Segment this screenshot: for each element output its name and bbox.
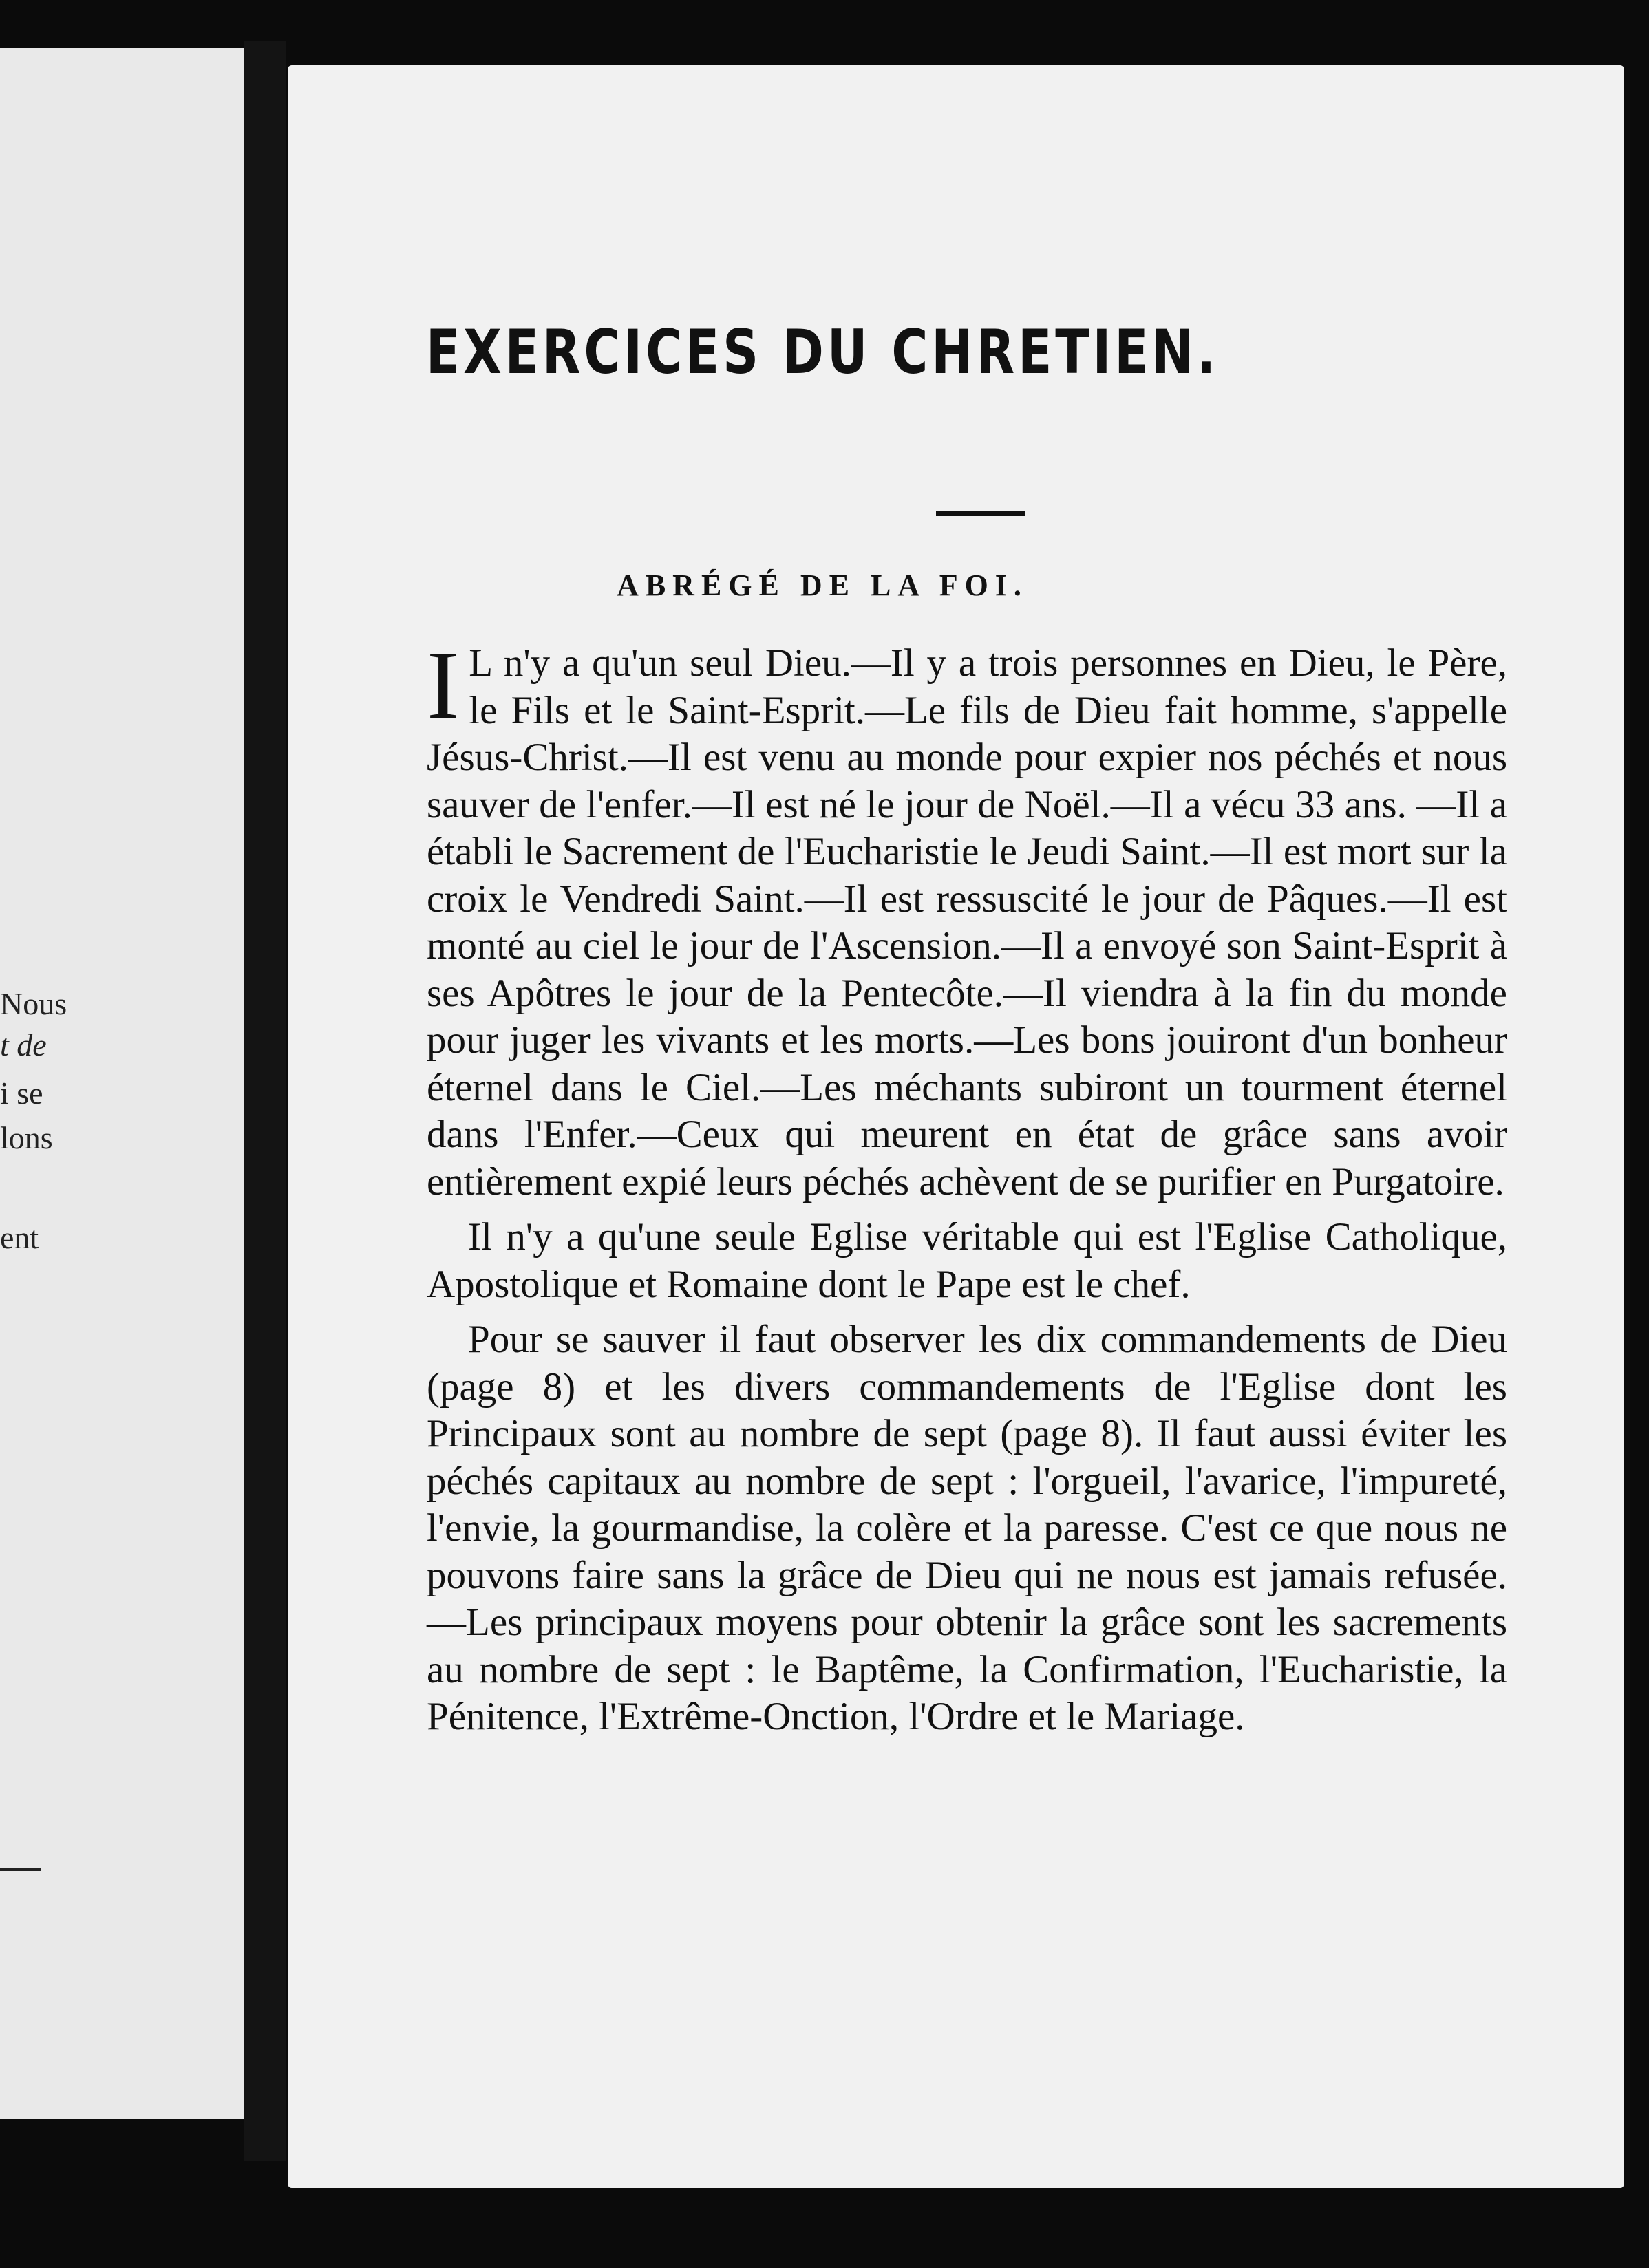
paragraph-2: Il n'y a qu'une seule Eglise véritable qui est l'Eglise Catholique, Apostolique et Romaine dont le Pape est le chef. xyxy=(427,1215,1507,1306)
book-spine xyxy=(244,41,286,2161)
body-text xyxy=(427,630,1507,1749)
page-title: EXERCICES DU CHRETIEN. xyxy=(425,317,1220,387)
title-rule xyxy=(936,511,1025,516)
left-page-fragment: i se xyxy=(0,1076,43,1111)
left-page-fragment: t de xyxy=(0,1027,47,1062)
left-page xyxy=(0,48,247,2119)
paragraph-1-text: L n'y a qu'un seul Dieu.—Il y a trois personnes en Dieu, le Père, le Fils et le Saint-Esprit.—Le fils de Dieu fait homme, s'appelle Jésus-Christ.—Il est venu au monde pour expier nos péchés et nous sauver de l'enfer.—Il est né le jour de Noël.—Il a vécu 33 ans. —Il a établi le Sacrement de l'Eucharistie le Jeudi Saint.—Il est mort sur la croix le Vendredi Saint.—Il est ressuscité le jour de Pâques.—Il est monté au ciel le jour de l'Ascension.—Il a envoyé son Saint-Esprit à ses Apôtres le jour de la Pentecôte.—Il viendra à la fin du monde pour juger les vivants et les morts.—Les bons jouiront d'un bonheur éternel dans le Ciel.—Les méchants subiront un tourment éternel dans l'Enfer.—Ceux qui meurent en état de grâce sans avoir entièrement expié leurs péchés achèvent de se purifier en Purgatoire. xyxy=(427,641,1507,1203)
left-page-fragment: Nous xyxy=(0,986,67,1021)
section-subtitle: ABRÉGÉ DE LA FOI. xyxy=(617,568,1028,602)
paragraph-1 xyxy=(427,630,1507,1206)
left-page-fragment: lons xyxy=(0,1120,53,1155)
paragraph-3: Pour se sauver il faut observer les dix commandements de Dieu (page 8) et les divers commandements de l'Eglise dont les Principaux sont au nombre de sept (page 8). Il faut aussi éviter les péchés capitaux au nombre de sept : l'orgueil, l'avarice, l'impureté, l'envie, la gourmandise, la colère et la paresse. C'est ce que nous ne pouvons faire sans la grâce de Dieu qui ne nous est jamais refusée.—Les principaux moyens pour obtenir la grâce sont les sacrements au nombre de sept : le Baptême, la Confirmation, l'Eucharistie, la Pénitence, l'Extrême-Onction, l'Ordre et le Mariage. xyxy=(427,1318,1507,1738)
left-page-rule xyxy=(0,1868,41,1871)
drop-cap: I xyxy=(427,630,460,739)
left-page-fragment: ent xyxy=(0,1220,39,1255)
